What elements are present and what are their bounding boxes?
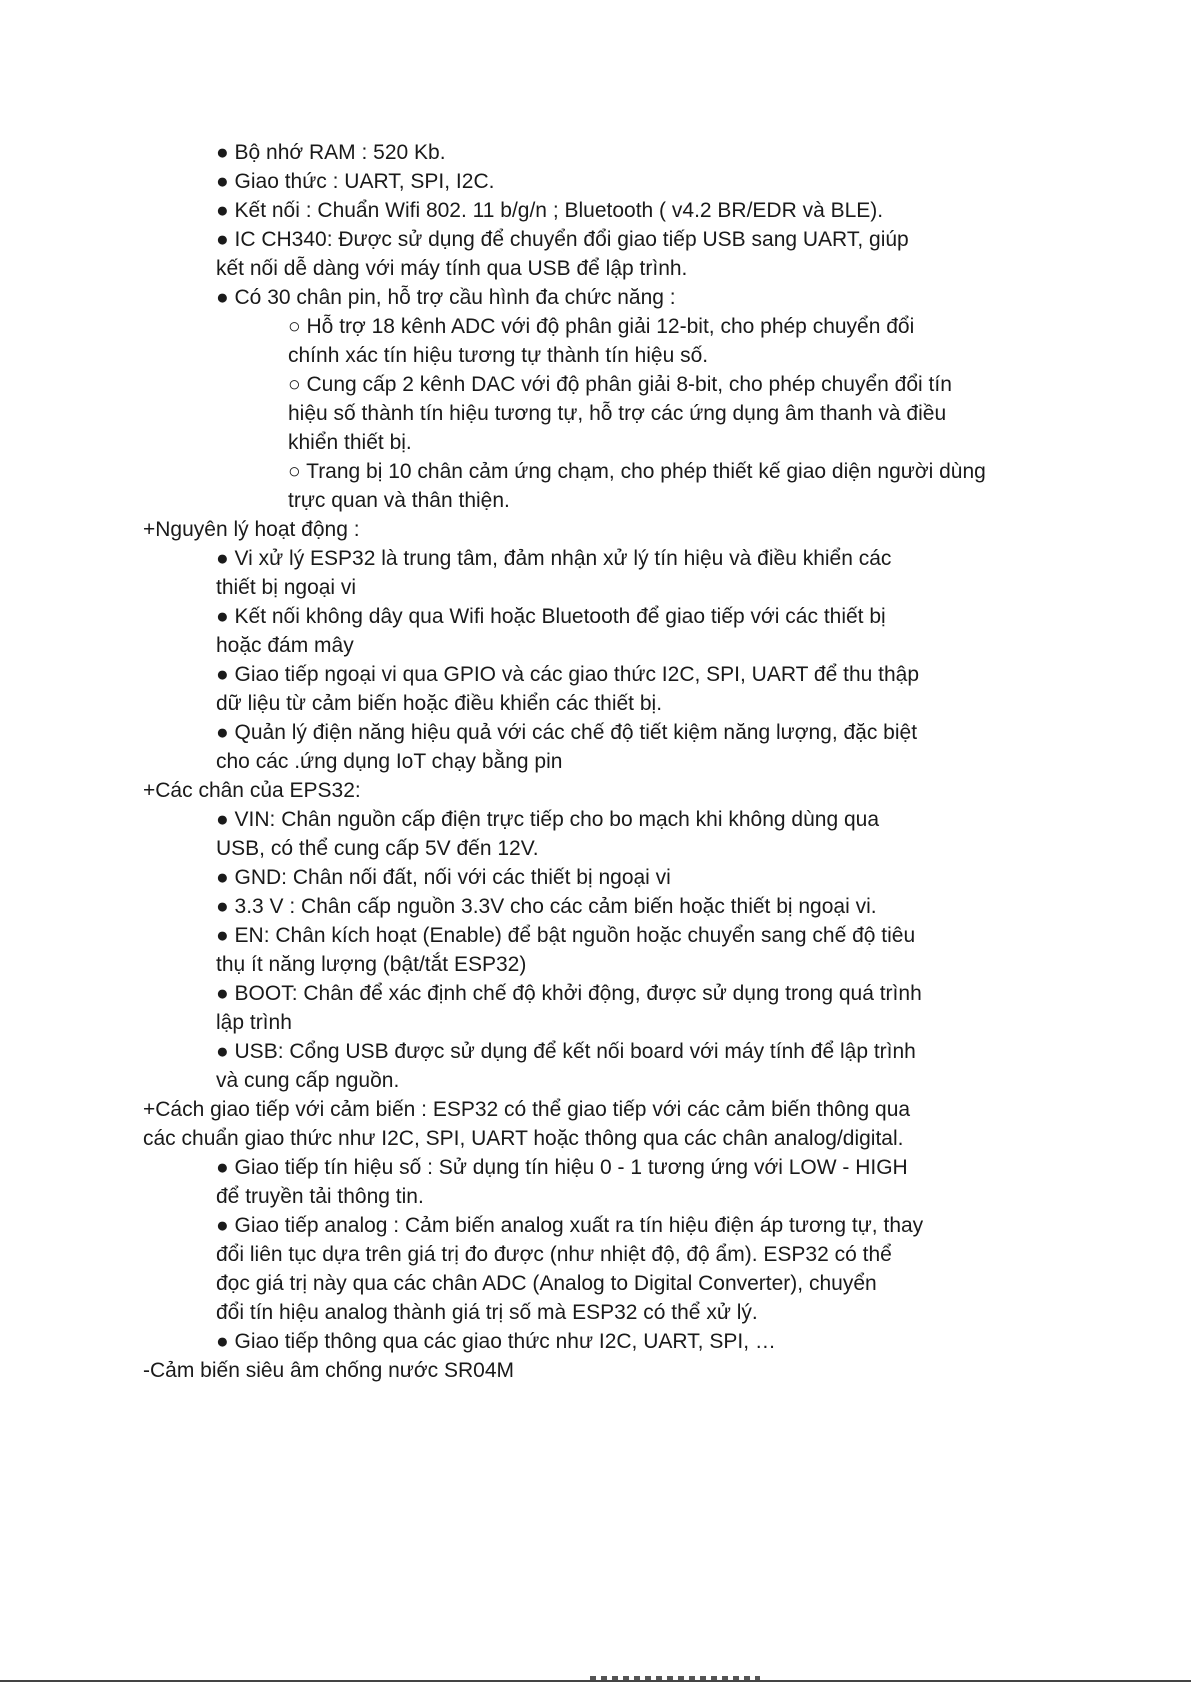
text-line: ● 3.3 V : Chân cấp nguồn 3.3V cho các cảm biến hoặc thiết bị ngoại vi. (216, 895, 877, 918)
text-line: các chuẩn giao thức như I2C, SPI, UART hoặc thông qua các chân analog/digital. (143, 1127, 904, 1150)
text-line: ● Kết nối : Chuẩn Wifi 802. 11 b/g/n ; Bluetooth ( v4.2 BR/EDR và BLE). (216, 199, 884, 222)
text-line: khiển thiết bị. (288, 431, 412, 454)
text-line: ● Có 30 chân pin, hỗ trợ cầu hình đa chức năng : (216, 286, 676, 309)
text-line: ● GND: Chân nối đất, nối với các thiết bị ngoại vi (216, 866, 671, 889)
text-line: ● Bộ nhớ RAM : 520 Kb. (216, 141, 446, 164)
text-line: kết nối dễ dàng với máy tính qua USB để lập trình. (216, 257, 688, 280)
text-line: để truyền tải thông tin. (216, 1185, 424, 1208)
text-line: trực quan và thân thiện. (288, 489, 510, 512)
text-line: ● IC CH340: Được sử dụng để chuyển đổi giao tiếp USB sang UART, giúp (216, 228, 909, 251)
text-line: đổi tín hiệu analog thành giá trị số mà ESP32 có thể xử lý. (216, 1301, 758, 1324)
text-line: hoặc đám mây (216, 634, 354, 657)
text-line: ● EN: Chân kích hoạt (Enable) để bật nguồn hoặc chuyển sang chế độ tiêu (216, 924, 916, 947)
text-line: ● Vi xử lý ESP32 là trung tâm, đảm nhận xử lý tín hiệu và điều khiển các (216, 547, 892, 570)
text-line: chính xác tín hiệu tương tự thành tín hiệu số. (288, 344, 709, 367)
text-line: ● Giao tiếp ngoại vi qua GPIO và các giao thức I2C, SPI, UART để thu thập (216, 663, 920, 686)
text-line: ● Giao tiếp analog : Cảm biến analog xuất ra tín hiệu điện áp tương tự, thay (216, 1214, 924, 1237)
text-line: ○ Hỗ trợ 18 kênh ADC với độ phân giải 12-bit, cho phép chuyển đổi (288, 315, 915, 338)
section-heading: +Các chân của EPS32: (143, 779, 361, 802)
text-line: ● Giao tiếp tín hiệu số : Sử dụng tín hiệu 0 - 1 tương ứng với LOW - HIGH (216, 1156, 908, 1179)
text-line: và cung cấp nguồn. (216, 1069, 400, 1092)
text-line: thụ ít năng lượng (bật/tắt ESP32) (216, 953, 527, 976)
text-line: USB, có thể cung cấp 5V đến 12V. (216, 837, 539, 860)
section-heading: -Cảm biến siêu âm chống nước SR04M (143, 1359, 514, 1382)
text-line: cho các .ứng dụng IoT chạy bằng pin (216, 750, 563, 773)
page-bottom-edge (0, 1680, 1191, 1682)
text-line: ● Giao tiếp thông qua các giao thức như I2C, UART, SPI, … (216, 1330, 776, 1353)
text-line: dữ liệu từ cảm biến hoặc điều khiển các thiết bị. (216, 692, 663, 715)
section-heading: +Cách giao tiếp với cảm biến : ESP32 có thể giao tiếp với các cảm biến thông qua (143, 1098, 911, 1121)
text-line: ● Giao thức : UART, SPI, I2C. (216, 170, 495, 193)
text-line: ○ Trang bị 10 chân cảm ứng chạm, cho phép thiết kế giao diện người dùng (288, 460, 986, 483)
section-heading: +Nguyên lý hoạt động : (143, 518, 360, 541)
text-line: đọc giá trị này qua các chân ADC (Analog to Digital Converter), chuyển (216, 1272, 877, 1295)
text-line: ○ Cung cấp 2 kênh DAC với độ phân giải 8-bit, cho phép chuyển đổi tín (288, 373, 952, 396)
text-line: ● Quản lý điện năng hiệu quả với các chế độ tiết kiệm năng lượng, đặc biệt (216, 721, 918, 744)
text-line: ● USB: Cổng USB được sử dụng để kết nối board với máy tính để lập trình (216, 1040, 916, 1063)
text-line: lập trình (216, 1011, 292, 1034)
text-line: ● BOOT: Chân để xác định chế độ khởi động, được sử dụng trong quá trình (216, 982, 922, 1005)
page-bottom-mark (590, 1676, 760, 1680)
text-line: ● VIN: Chân nguồn cấp điện trực tiếp cho bo mạch khi không dùng qua (216, 808, 879, 831)
text-line: hiệu số thành tín hiệu tương tự, hỗ trợ các ứng dụng âm thanh và điều (288, 402, 947, 425)
text-line: đổi liên tục dựa trên giá trị đo được (như nhiệt độ, độ ẩm). ESP32 có thể (216, 1243, 892, 1266)
text-line: ● Kết nối không dây qua Wifi hoặc Bluetooth để giao tiếp với các thiết bị (216, 605, 886, 628)
text-line: thiết bị ngoại vi (216, 576, 357, 599)
document-body (143, 138, 1043, 1385)
